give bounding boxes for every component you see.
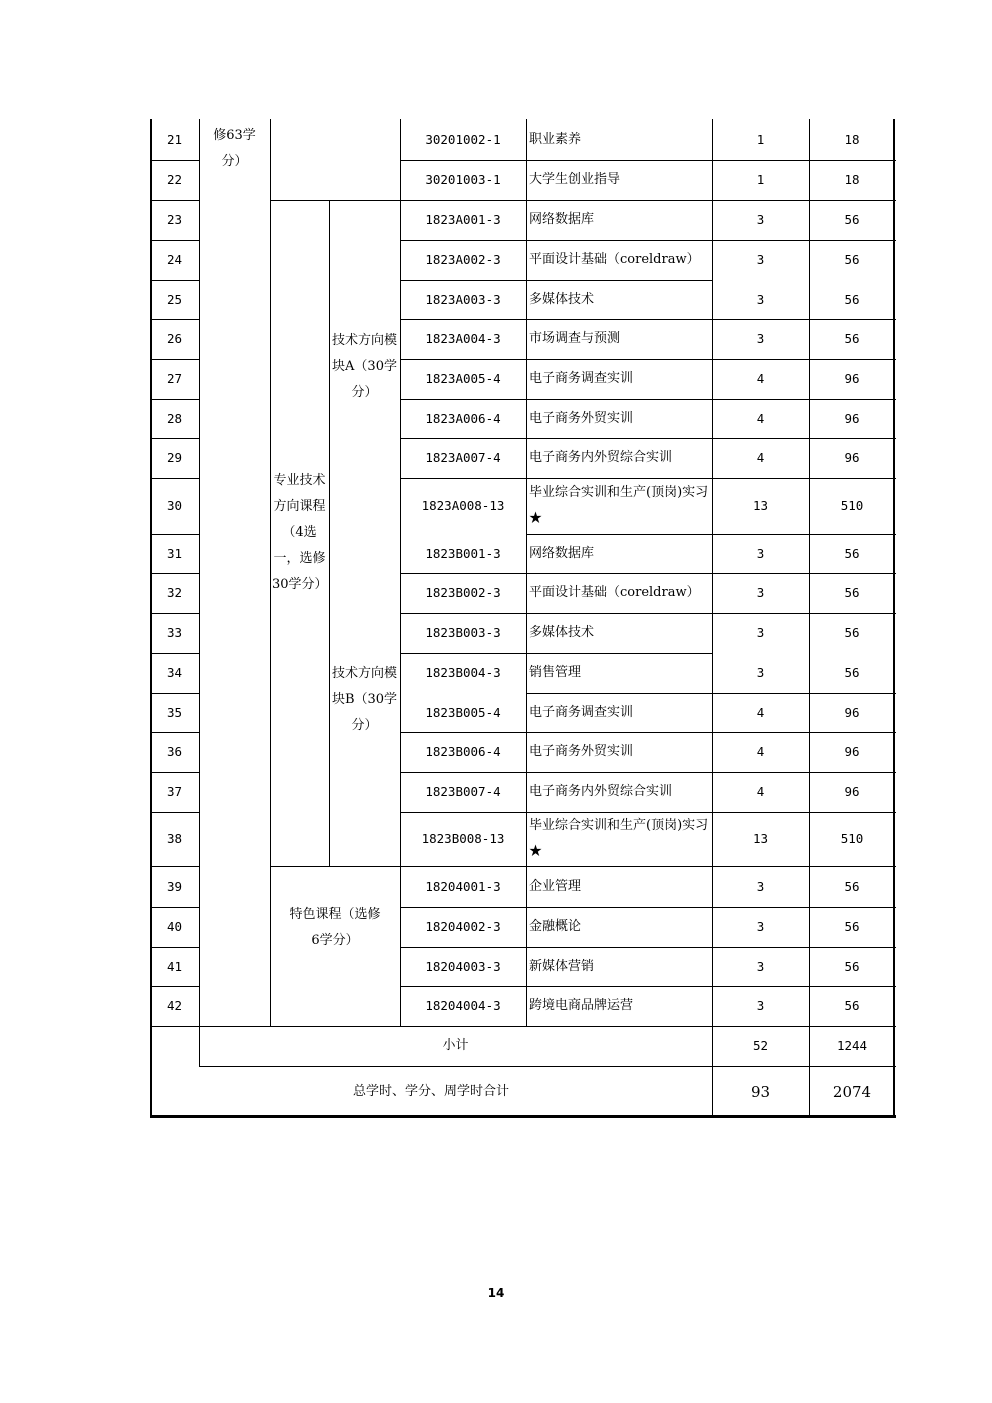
course-hours: 96	[844, 704, 860, 720]
course-code: 18204001-3	[425, 878, 501, 894]
subtotal-label: 小计	[442, 1038, 469, 1053]
course-hours: 96	[844, 784, 860, 799]
row-number: 36	[166, 744, 183, 759]
row-number: 29	[166, 450, 183, 465]
course-hours: 56	[844, 998, 860, 1013]
course-code: 18204002-3	[425, 919, 501, 934]
row-rule	[150, 399, 200, 400]
course-hours: 56	[844, 212, 860, 227]
course-name: 企业管理	[529, 878, 582, 894]
row-rule	[150, 693, 200, 694]
course-name: 市场调查与预测	[529, 331, 621, 346]
total-credits: 93	[750, 1082, 771, 1101]
row-number: 33	[166, 625, 183, 640]
row-number: 25	[166, 291, 183, 307]
course-hours: 510	[840, 831, 864, 846]
course-code: 1823A004-3	[425, 331, 501, 346]
course-hours: 56	[844, 585, 860, 600]
course-code: 1823B007-4	[425, 784, 501, 799]
course-hours: 56	[844, 331, 860, 346]
row-rule	[150, 947, 200, 948]
row-rule	[150, 359, 200, 360]
row-rule	[526, 693, 896, 694]
row-rule	[400, 772, 896, 773]
row-number: 27	[166, 371, 183, 386]
row-rule	[526, 534, 896, 535]
course-credits: 4	[756, 450, 765, 465]
course-name: 电子商务外贸实训	[529, 744, 634, 759]
elective-total-label: 修63学分）	[213, 128, 256, 169]
course-code: 30201002-1	[425, 131, 501, 147]
course-code: 1823B006-4	[425, 744, 501, 759]
course-hours: 56	[844, 545, 860, 561]
row-number: 40	[166, 919, 183, 934]
course-code: 1823A001-3	[425, 212, 501, 227]
row-number: 31	[166, 545, 183, 561]
course-name: 毕业综合实训和生产(顶岗)实习★	[529, 485, 709, 526]
course-code: 1823A005-4	[425, 371, 501, 386]
course-name: 网络数据库	[529, 212, 595, 227]
row-rule	[400, 812, 896, 813]
row-rule	[150, 478, 200, 479]
row-rule	[150, 319, 200, 320]
course-credits: 3	[756, 625, 765, 640]
course-credits: 4	[756, 744, 765, 759]
course-name: 大学生创业指导	[529, 172, 621, 187]
row-rule	[150, 653, 200, 654]
module-b-label: 技术方向模块B（30学分）	[331, 666, 398, 733]
row-number: 37	[166, 784, 183, 799]
course-code: 1823B004-3	[425, 665, 501, 680]
course-credits: 3	[756, 585, 765, 600]
column-rule	[270, 119, 271, 1027]
row-rule	[270, 866, 896, 867]
row-rule	[150, 438, 200, 439]
row-number: 22	[166, 172, 183, 187]
row-number: 41	[166, 958, 183, 974]
row-number: 24	[166, 252, 183, 267]
course-code: 1823A007-4	[425, 450, 501, 465]
course-hours: 56	[844, 252, 860, 267]
subtotal-hours: 1244	[836, 1038, 868, 1053]
course-name: 电子商务外贸实训	[529, 410, 634, 426]
row-number: 39	[166, 878, 183, 894]
total-hours: 2074	[832, 1082, 872, 1101]
course-hours: 510	[840, 498, 864, 513]
course-credits: 3	[756, 252, 765, 267]
module-a-label: 技术方向模块A（30学分）	[331, 333, 397, 400]
course-hours: 56	[844, 919, 860, 934]
row-rule	[400, 280, 713, 281]
course-credits: 3	[756, 958, 765, 974]
row-number: 21	[166, 131, 183, 147]
row-rule	[199, 1066, 896, 1067]
course-hours: 96	[844, 450, 860, 465]
featured-courses-label: 特色课程（选修6学分）	[289, 907, 381, 948]
course-name: 电子商务内外贸综合实训	[529, 450, 673, 465]
row-number: 38	[166, 831, 183, 846]
row-rule	[150, 866, 200, 867]
row-rule	[400, 573, 896, 574]
course-code: 1823B001-3	[425, 545, 501, 561]
course-name: 多媒体技术	[529, 291, 595, 307]
row-rule	[400, 947, 896, 948]
row-rule	[150, 732, 200, 733]
course-name: 电子商务内外贸综合实训	[529, 784, 673, 799]
page-number: 14	[487, 1286, 505, 1300]
course-code: 1823A008-13	[421, 498, 505, 513]
row-rule	[400, 732, 896, 733]
course-code: 1823B002-3	[425, 585, 501, 600]
row-rule	[150, 1115, 896, 1118]
row-rule	[150, 907, 200, 908]
course-name: 销售管理	[529, 665, 582, 680]
course-credits: 3	[756, 291, 765, 307]
course-credits: 3	[756, 878, 765, 894]
course-credits: 13	[752, 498, 769, 513]
course-name: 跨境电商品牌运营	[529, 998, 634, 1013]
row-rule	[400, 359, 896, 360]
row-rule	[400, 399, 896, 400]
row-number: 34	[166, 665, 183, 680]
course-hours: 18	[844, 131, 860, 147]
row-rule	[150, 200, 200, 201]
course-name: 网络数据库	[529, 545, 595, 561]
course-name: 平面设计基础（coreldraw）	[529, 585, 700, 600]
row-rule	[150, 240, 200, 241]
course-hours: 56	[844, 958, 860, 974]
course-name: 电子商务调查实训	[529, 704, 634, 720]
course-credits: 1	[756, 131, 765, 147]
course-credits: 3	[756, 212, 765, 227]
course-hours: 18	[844, 172, 860, 187]
column-rule	[712, 119, 713, 1118]
course-credits: 1	[756, 172, 765, 187]
row-rule	[150, 573, 200, 574]
course-credits: 4	[756, 704, 765, 720]
course-name: 电子商务调查实训	[529, 371, 634, 386]
row-rule	[150, 772, 200, 773]
subtotal-credits: 52	[752, 1038, 769, 1053]
professional-direction-label: 专业技术方向课程（4选一，选修30学分）	[272, 473, 328, 592]
row-number: 35	[166, 704, 183, 720]
row-rule	[150, 613, 200, 614]
course-credits: 3	[756, 919, 765, 934]
course-name: 新媒体营销	[529, 958, 595, 974]
row-rule	[150, 1026, 896, 1027]
total-label: 总学时、学分、周学时合计	[352, 1083, 509, 1099]
course-code: 18204004-3	[425, 998, 501, 1013]
column-rule	[526, 119, 527, 1027]
course-credits: 4	[756, 784, 765, 799]
course-code: 1823B005-4	[425, 704, 501, 720]
course-credits: 3	[756, 665, 765, 680]
course-hours: 56	[844, 291, 860, 307]
course-code: 1823A003-3	[425, 291, 501, 307]
row-rule	[150, 280, 200, 281]
course-code: 18204003-3	[425, 958, 501, 974]
course-code: 30201003-1	[425, 172, 501, 187]
column-rule	[329, 200, 330, 867]
row-rule	[270, 200, 896, 201]
course-credits: 4	[756, 371, 765, 386]
course-hours: 56	[844, 665, 860, 680]
row-rule	[400, 160, 896, 161]
column-rule	[400, 119, 401, 1027]
course-code: 1823B008-13	[421, 831, 505, 846]
row-rule	[400, 478, 896, 479]
course-credits: 3	[756, 998, 765, 1013]
course-hours: 96	[844, 410, 860, 426]
course-hours: 96	[844, 371, 860, 386]
row-rule	[400, 653, 713, 654]
row-rule	[150, 812, 200, 813]
course-name: 毕业综合实训和生产(顶岗)实习★	[529, 818, 709, 859]
row-rule	[150, 986, 200, 987]
course-code: 1823B003-3	[425, 625, 501, 640]
row-number: 30	[166, 498, 183, 513]
course-hours: 96	[844, 744, 860, 759]
row-rule	[400, 986, 896, 987]
course-hours: 56	[844, 878, 860, 894]
course-hours: 56	[844, 625, 860, 640]
course-name: 金融概论	[529, 919, 582, 934]
course-credits: 3	[756, 545, 765, 561]
course-code: 1823A002-3	[425, 252, 501, 267]
row-number: 42	[166, 998, 183, 1013]
column-rule	[150, 119, 152, 1118]
row-number: 23	[166, 212, 183, 227]
column-rule	[199, 119, 200, 1067]
course-code: 1823A006-4	[425, 410, 501, 426]
row-number: 32	[166, 585, 183, 600]
course-name: 平面设计基础（coreldraw）	[529, 252, 700, 267]
row-rule	[400, 438, 896, 439]
course-name: 多媒体技术	[529, 625, 595, 640]
course-credits: 3	[756, 331, 765, 346]
row-rule	[400, 907, 896, 908]
column-rule	[809, 119, 810, 1118]
row-number: 26	[166, 331, 183, 346]
row-number: 28	[166, 410, 183, 426]
column-rule	[893, 119, 895, 1118]
course-credits: 13	[752, 831, 769, 846]
course-credits: 4	[756, 410, 765, 426]
course-name: 职业素养	[529, 131, 582, 147]
row-rule	[150, 160, 200, 161]
row-rule	[400, 319, 896, 320]
row-rule	[400, 240, 896, 241]
row-rule	[400, 613, 896, 614]
row-rule	[150, 534, 200, 535]
